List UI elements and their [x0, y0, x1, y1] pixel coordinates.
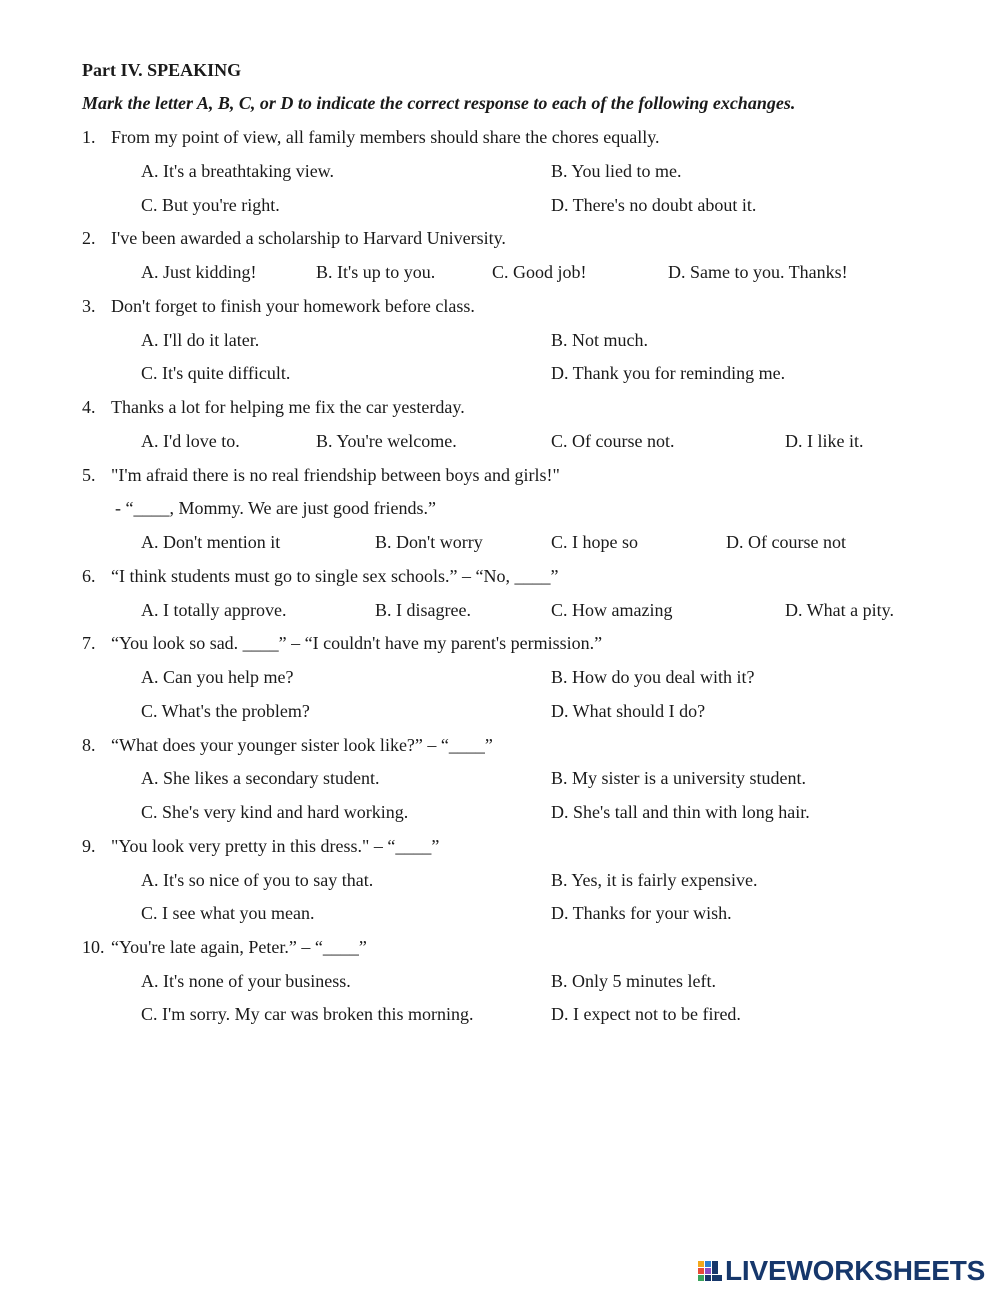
liveworksheets-brand — [697, 1255, 985, 1287]
option-a[interactable]: A. She likes a secondary student. — [141, 768, 380, 788]
option-d[interactable]: D. Same to you. Thanks! — [668, 262, 848, 282]
option-b[interactable]: B. Not much. — [551, 330, 648, 350]
question-text: "I'm afraid there is no real friendship between boys and girls!" — [111, 465, 560, 485]
section-title: Part IV. SPEAKING — [82, 60, 242, 80]
option-d[interactable]: D. Thank you for reminding me. — [551, 363, 786, 383]
option-a[interactable]: A. I'd love to. — [141, 431, 240, 451]
question-text: “You're late again, Peter.” – “____” — [111, 937, 367, 957]
option-d[interactable]: D. There's no doubt about it. — [551, 195, 757, 215]
option-b[interactable]: B. You're welcome. — [316, 431, 457, 451]
question-number: 5. — [82, 465, 96, 485]
question-text: I've been awarded a scholarship to Harvard University. — [111, 228, 506, 248]
question-text: Don't forget to finish your homework before class. — [111, 296, 475, 316]
option-b[interactable]: B. You lied to me. — [551, 161, 682, 181]
option-a[interactable]: A. Don't mention it — [141, 532, 281, 552]
option-d[interactable]: D. Of course not — [726, 532, 846, 552]
option-b[interactable]: B. Don't worry — [375, 532, 483, 552]
option-c[interactable]: C. What's the problem? — [141, 701, 310, 721]
question-text: “You look so sad. ____” – “I couldn't have my parent's permission.” — [111, 633, 603, 653]
question-number: 3. — [82, 296, 96, 316]
question-number: 8. — [82, 735, 96, 755]
option-d[interactable]: D. What should I do? — [551, 701, 706, 721]
option-a[interactable]: A. Can you help me? — [141, 667, 294, 687]
option-a[interactable]: A. I totally approve. — [141, 600, 287, 620]
option-b[interactable]: B. Yes, it is fairly expensive. — [551, 870, 758, 890]
question-number: 6. — [82, 566, 96, 586]
instruction-text: Mark the letter A, B, C, or D to indicate the correct response to each of the following exchanges. — [82, 93, 796, 113]
option-d[interactable]: D. Thanks for your wish. — [551, 903, 732, 923]
option-b[interactable]: B. My sister is a university student. — [551, 768, 806, 788]
option-a[interactable]: A. I'll do it later. — [141, 330, 260, 350]
option-b[interactable]: B. It's up to you. — [316, 262, 436, 282]
option-a[interactable]: A. It's a breathtaking view. — [141, 161, 335, 181]
question-text: From my point of view, all family members should share the chores equally. — [111, 127, 660, 147]
question-number: 1. — [82, 127, 96, 147]
option-c[interactable]: C. Of course not. — [551, 431, 675, 451]
option-b[interactable]: B. How do you deal with it? — [551, 667, 755, 687]
option-a[interactable]: A. It's none of your business. — [141, 971, 351, 991]
question-response-line: - “____, Mommy. We are just good friends.” — [115, 498, 436, 518]
option-b[interactable]: B. Only 5 minutes left. — [551, 971, 716, 991]
option-c[interactable]: C. It's quite difficult. — [141, 363, 291, 383]
option-b[interactable]: B. I disagree. — [375, 600, 471, 620]
option-d[interactable]: D. I expect not to be fired. — [551, 1004, 741, 1024]
option-c[interactable]: C. Good job! — [492, 262, 587, 282]
option-c[interactable]: C. I hope so — [551, 532, 638, 552]
question-number: 7. — [82, 633, 96, 653]
brand-name: LIVEWORKSHEETS — [725, 1255, 986, 1286]
option-c[interactable]: C. How amazing — [551, 600, 673, 620]
option-d[interactable]: D. What a pity. — [785, 600, 894, 620]
option-c[interactable]: C. She's very kind and hard working. — [141, 802, 409, 822]
question-number: 10. — [82, 937, 105, 957]
question-text: Thanks a lot for helping me fix the car yesterday. — [111, 397, 465, 417]
option-a[interactable]: A. It's so nice of you to say that. — [141, 870, 374, 890]
question-text: “What does your younger sister look like?” – “____” — [111, 735, 493, 755]
option-d[interactable]: D. She's tall and thin with long hair. — [551, 802, 810, 822]
liveworksheets-logo-icon — [697, 1258, 723, 1284]
question-text: "You look very pretty in this dress." – “____” — [111, 836, 440, 856]
question-text: “I think students must go to single sex schools.” – “No, ____” — [111, 566, 559, 586]
option-d[interactable]: D. I like it. — [785, 431, 864, 451]
question-number: 9. — [82, 836, 96, 856]
option-c[interactable]: C. I see what you mean. — [141, 903, 315, 923]
question-number: 2. — [82, 228, 96, 248]
question-number: 4. — [82, 397, 96, 417]
option-c[interactable]: C. But you're right. — [141, 195, 280, 215]
option-c[interactable]: C. I'm sorry. My car was broken this morning. — [141, 1004, 474, 1024]
option-a[interactable]: A. Just kidding! — [141, 262, 257, 282]
